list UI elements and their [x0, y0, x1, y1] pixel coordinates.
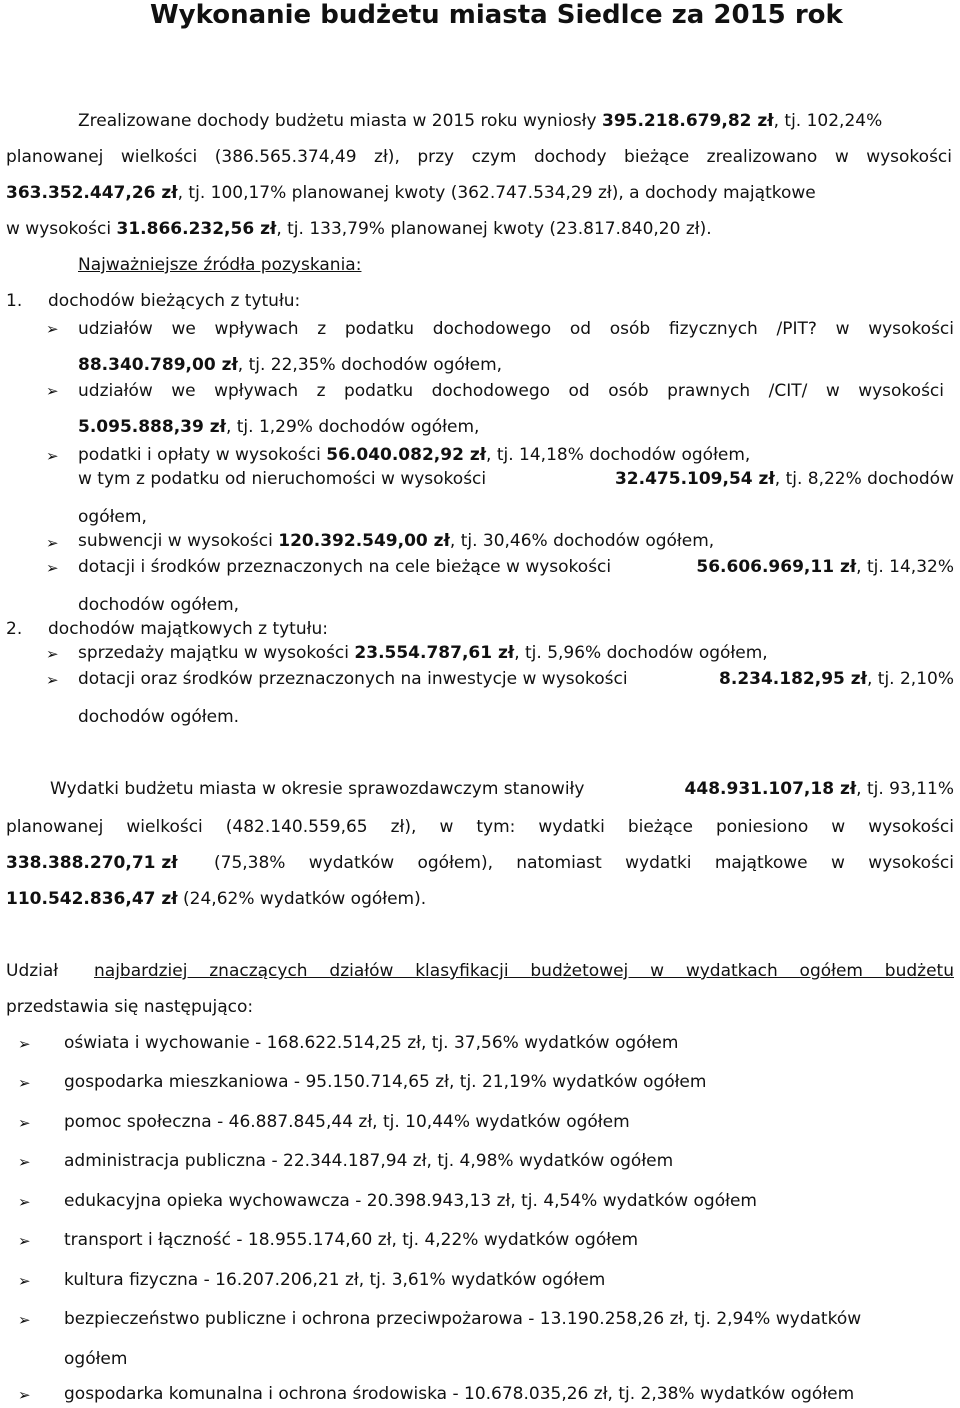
asset-sale-line	[78, 642, 768, 664]
list-item: oświata i wychowanie - 168.622.514,25 zł, tj. 37,56% wydatków ogółem	[64, 1033, 679, 1053]
arrow-bullet-icon: ➢	[46, 534, 59, 552]
arrow-bullet-icon: ➢	[18, 1386, 31, 1404]
capital-income-label: w wysokości	[6, 219, 112, 239]
expenses-line-2: planowanej wielkości (482.140.559,65 zł), w tym: wydatki bieżące poniesiono w wysokości	[6, 817, 954, 837]
income-line-4	[6, 218, 712, 240]
property-tax-amount: 32.475.109,54 zł	[614, 469, 775, 489]
current-income-text: , tj. 100,17% planowanej kwoty (362.747.534,29 zł), a dochody majątkowe	[177, 183, 816, 203]
cit-percent: , tj. 1,29% dochodów ogółem,	[225, 417, 480, 437]
grants-line-2: dochodów ogółem,	[78, 595, 240, 615]
list-item: edukacyjna opieka wychowawcza - 20.398.943,13 zł, tj. 4,54% wydatków ogółem	[64, 1191, 757, 1211]
capital-expenses-amount: 110.542.836,47 zł	[6, 889, 178, 909]
list-item: administracja publiczna - 22.344.187,94 zł, tj. 4,98% wydatków ogółem	[64, 1151, 674, 1171]
arrow-bullet-icon: ➢	[18, 1311, 31, 1329]
share-intro-text: Udział	[6, 961, 59, 981]
list-item: pomoc społeczna - 46.887.845,44 zł, tj. 10,44% wydatków ogółem	[64, 1112, 630, 1132]
expenses-line-1	[50, 778, 954, 800]
expenses-total-amount: 448.931.107,18 zł	[684, 779, 857, 799]
current-expenses-amount: 338.388.270,71 zł	[6, 853, 178, 873]
expenses-line-4	[6, 888, 426, 910]
grants-amount: 56.606.969,11 zł	[696, 557, 857, 577]
pit-line-1: udziałów we wpływach z podatku dochodowego od osób fizycznych /PIT? w wysokości	[78, 319, 954, 339]
grants-percent: , tj. 14,32%	[856, 557, 954, 577]
property-tax-line-1	[78, 468, 954, 490]
arrow-bullet-icon: ➢	[18, 1114, 31, 1132]
share-heading: najbardziej znaczących działów klasyfikacji budżetowej w wydatkach ogółem budżetu	[94, 961, 954, 981]
income-total-amount: 395.218.679,82 zł	[601, 111, 774, 131]
sources-heading: Najważniejsze źródła pozyskania:	[78, 255, 362, 275]
cit-line-2	[78, 416, 479, 438]
arrow-bullet-icon: ➢	[46, 559, 59, 577]
property-tax-line-2: ogółem,	[78, 507, 147, 527]
income-total-percent: , tj. 102,24%	[773, 111, 883, 131]
income-intro-text: Zrealizowane dochody budżetu miasta w 2015 roku wyniosły	[78, 111, 597, 131]
grants-line-1	[78, 556, 954, 578]
investment-grants-line-2: dochodów ogółem.	[78, 707, 240, 727]
arrow-bullet-icon: ➢	[18, 1193, 31, 1211]
income-line-3	[6, 182, 816, 204]
cit-line-1: udziałów we wpływach z podatku dochodowego od osób prawnych /CIT/ w wysokości	[78, 381, 944, 401]
property-tax-label: w tym z podatku od nieruchomości w wysokości	[78, 469, 487, 489]
pit-amount: 88.340.789,00 zł	[78, 355, 238, 375]
pit-percent: , tj. 22,35% dochodów ogółem,	[237, 355, 503, 375]
arrow-bullet-icon: ➢	[46, 447, 59, 465]
section-2-number: 2.	[6, 619, 23, 639]
section-1-number: 1.	[6, 291, 23, 311]
arrow-bullet-icon: ➢	[46, 382, 59, 400]
section-1-label: dochodów bieżących z tytułu:	[48, 291, 301, 311]
fees-amount: 56.040.082,92 zł	[326, 445, 487, 465]
investment-grants-percent: , tj. 2,10%	[866, 669, 954, 689]
fees-percent: , tj. 14,18% dochodów ogółem,	[486, 445, 751, 465]
current-expenses-text: (75,38% wydatków ogółem), natomiast wydatki majątkowe w wysokości	[214, 853, 954, 873]
investment-grants-amount: 8.234.182,95 zł	[719, 669, 867, 689]
arrow-bullet-icon: ➢	[18, 1035, 31, 1053]
subsidy-amount: 120.392.549,00 zł	[278, 531, 450, 551]
arrow-bullet-icon: ➢	[46, 645, 59, 663]
property-tax-percent: , tj. 8,22% dochodów	[774, 469, 954, 489]
investment-grants-label: dotacji oraz środków przeznaczonych na inwestycje w wysokości	[78, 669, 628, 689]
subsidy-percent: , tj. 30,46% dochodów ogółem,	[449, 531, 715, 551]
asset-sale-label: sprzedaży majątku w wysokości	[78, 643, 349, 663]
list-item: kultura fizyczna - 16.207.206,21 zł, tj. 3,61% wydatków ogółem	[64, 1270, 606, 1290]
fees-line	[78, 444, 750, 466]
arrow-bullet-icon: ➢	[18, 1153, 31, 1171]
arrow-bullet-icon: ➢	[46, 320, 59, 338]
page-title: Wykonanie budżetu miasta Siedlce za 2015 rok	[150, 0, 843, 30]
arrow-bullet-icon: ➢	[46, 671, 59, 689]
list-item: transport i łączność - 18.955.174,60 zł, tj. 4,22% wydatków ogółem	[64, 1230, 639, 1250]
capital-income-amount: 31.866.232,56 zł	[116, 219, 277, 239]
arrow-bullet-icon: ➢	[18, 1232, 31, 1250]
arrow-bullet-icon: ➢	[18, 1272, 31, 1290]
fees-label: podatki i opłaty w wysokości	[78, 445, 321, 465]
expenses-total-percent: , tj. 93,11%	[856, 779, 954, 799]
income-line-1	[78, 110, 882, 132]
current-income-amount: 363.352.447,26 zł	[6, 183, 178, 203]
capital-expenses-text: (24,62% wydatków ogółem).	[183, 889, 427, 909]
subsidy-label: subwencji w wysokości	[78, 531, 273, 551]
cit-amount: 5.095.888,39 zł	[78, 417, 226, 437]
list-item: gospodarka komunalna i ochrona środowiska - 10.678.035,26 zł, tj. 2,38% wydatków ogółem	[64, 1384, 855, 1404]
capital-income-text: , tj. 133,79% planowanej kwoty (23.817.840,20 zł).	[276, 219, 712, 239]
share-line-2: przedstawia się następująco:	[6, 997, 254, 1017]
list-item-continuation: ogółem	[64, 1349, 128, 1369]
share-line-1	[6, 960, 954, 982]
expenses-intro-text: Wydatki budżetu miasta w okresie sprawozdawczym stanowiły	[50, 779, 585, 799]
section-2-label: dochodów majątkowych z tytułu:	[48, 619, 328, 639]
pit-line-2	[78, 354, 502, 376]
subsidy-line	[78, 530, 714, 552]
asset-sale-percent: , tj. 5,96% dochodów ogółem,	[514, 643, 768, 663]
grants-label: dotacji i środków przeznaczonych na cele bieżące w wysokości	[78, 557, 612, 577]
list-item: gospodarka mieszkaniowa - 95.150.714,65 zł, tj. 21,19% wydatków ogółem	[64, 1072, 707, 1092]
arrow-bullet-icon: ➢	[18, 1074, 31, 1092]
expenses-line-3	[6, 852, 954, 874]
list-item: bezpieczeństwo publiczne i ochrona przeciwpożarowa - 13.190.258,26 zł, tj. 2,94% wydatków	[64, 1309, 862, 1329]
income-line-2: planowanej wielkości (386.565.374,49 zł), przy czym dochody bieżące zrealizowano w wysokości	[6, 147, 952, 167]
asset-sale-amount: 23.554.787,61 zł	[354, 643, 515, 663]
investment-grants-line-1	[78, 668, 954, 690]
